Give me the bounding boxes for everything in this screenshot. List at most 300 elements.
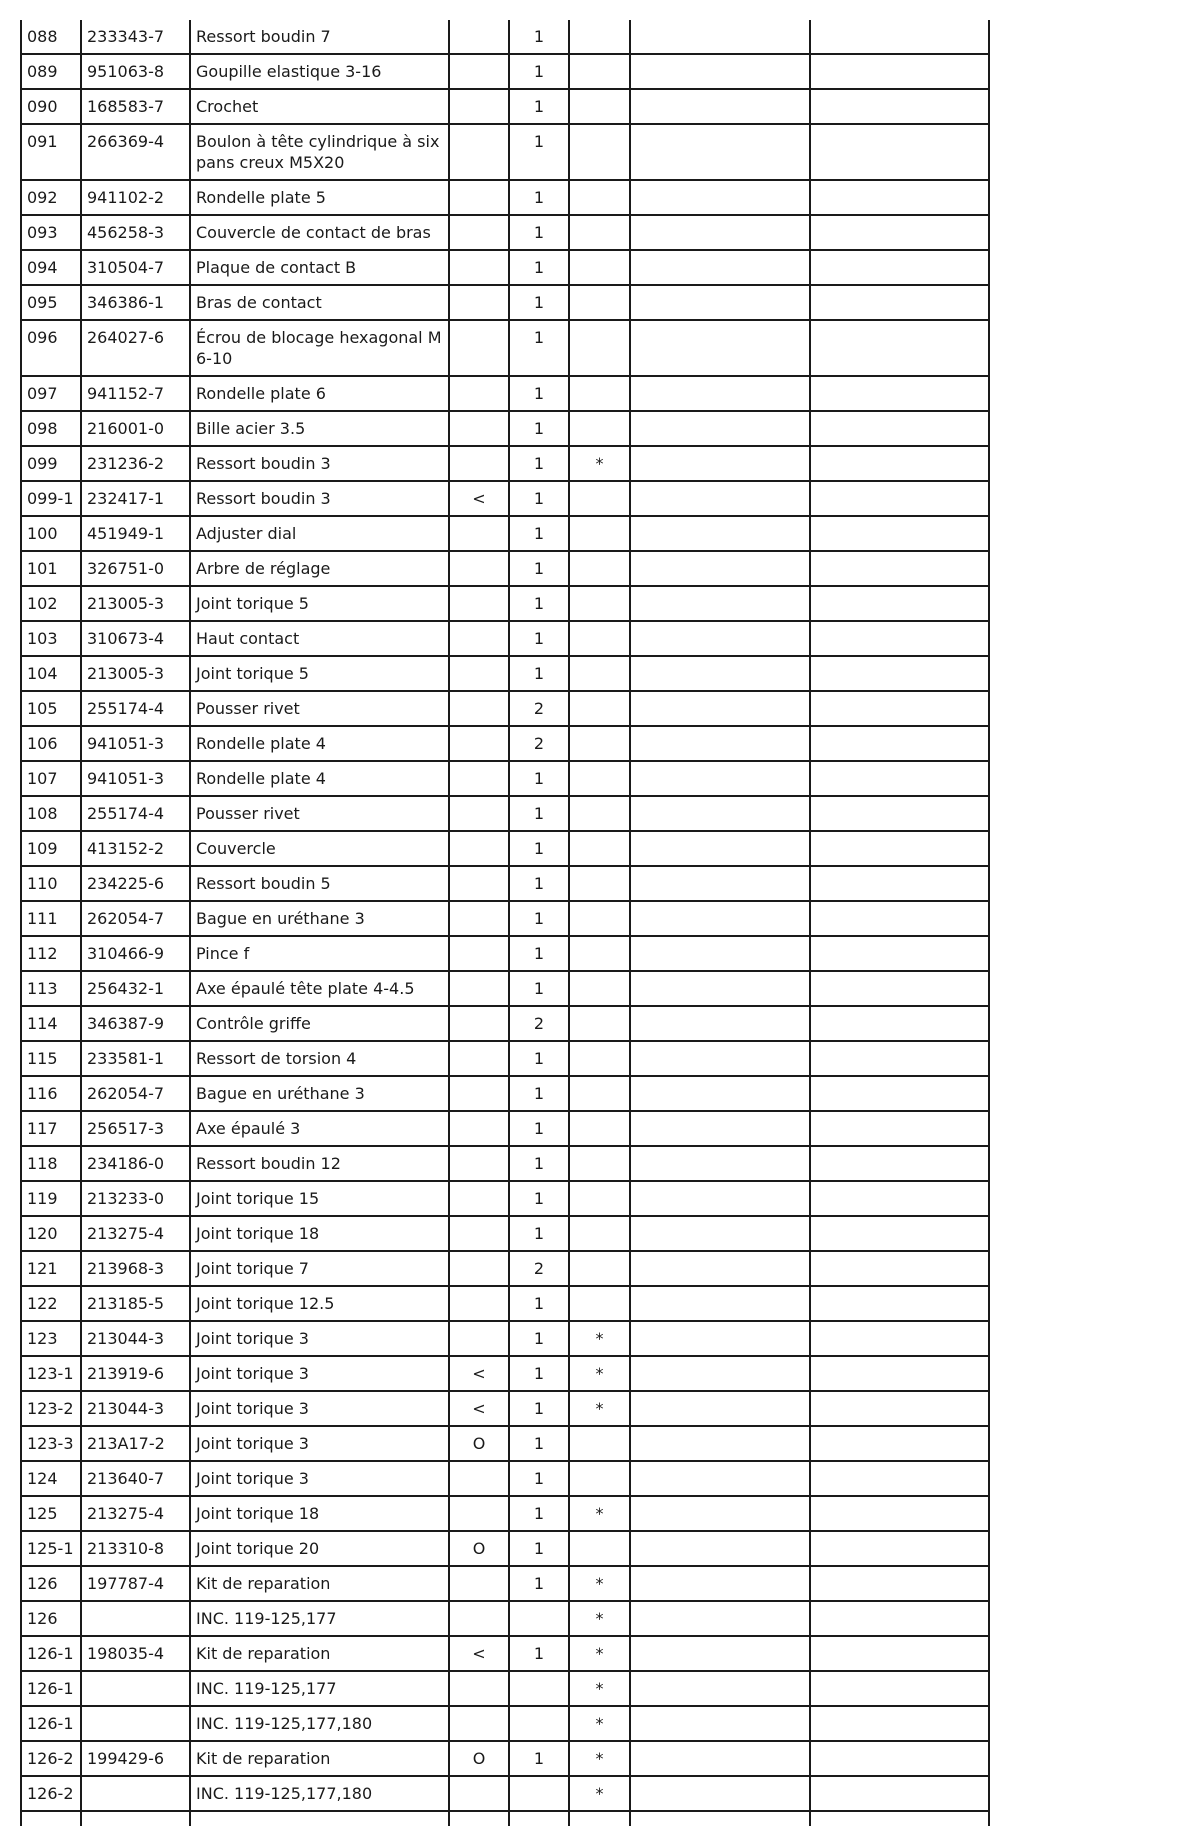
note-mark-cell: * <box>569 1321 630 1356</box>
quantity-cell: 1 <box>509 1741 569 1776</box>
description-cell: Axe épaulé tête plate 4-4.5 <box>190 971 449 1006</box>
table-row <box>21 180 989 215</box>
empty-cell <box>810 215 989 250</box>
ref-number-cell: 118 <box>21 1146 81 1181</box>
table-row <box>21 1356 989 1391</box>
quantity-cell: 1 <box>509 1356 569 1391</box>
empty-cell <box>630 656 810 691</box>
quantity-cell <box>509 1601 569 1636</box>
change-mark-cell <box>449 656 509 691</box>
empty-cell <box>810 250 989 285</box>
part-number-cell: 213275-4 <box>81 1496 190 1531</box>
empty-cell <box>810 1601 989 1636</box>
empty-cell <box>810 831 989 866</box>
part-number-cell: 213044-3 <box>81 1391 190 1426</box>
part-number-cell: 264027-6 <box>81 320 190 376</box>
empty-cell <box>810 320 989 376</box>
description-cell: Goupille elastique 3-16 <box>190 54 449 89</box>
empty-cell <box>630 1216 810 1251</box>
quantity-cell: 1 <box>509 1111 569 1146</box>
change-mark-cell: O <box>449 1426 509 1461</box>
ref-number-cell: 126-2 <box>21 1776 81 1811</box>
empty-cell <box>81 1811 190 1826</box>
change-mark-cell <box>449 1076 509 1111</box>
ref-number-cell: 113 <box>21 971 81 1006</box>
empty-cell <box>630 54 810 89</box>
empty-cell <box>810 1146 989 1181</box>
part-number-cell: 232417-1 <box>81 481 190 516</box>
ref-number-cell: 095 <box>21 285 81 320</box>
ref-number-cell: 091 <box>21 124 81 180</box>
empty-cell <box>449 1811 509 1826</box>
part-number-cell: 941152-7 <box>81 376 190 411</box>
ref-number-cell: 089 <box>21 54 81 89</box>
change-mark-cell <box>449 971 509 1006</box>
note-mark-cell <box>569 215 630 250</box>
empty-cell <box>630 1776 810 1811</box>
table-row <box>21 446 989 481</box>
table-row <box>21 411 989 446</box>
note-mark-cell: * <box>569 1671 630 1706</box>
note-mark-cell <box>569 621 630 656</box>
empty-cell <box>810 586 989 621</box>
description-cell: Joint torique 15 <box>190 1181 449 1216</box>
change-mark-cell <box>449 1321 509 1356</box>
empty-cell <box>810 761 989 796</box>
table-row <box>21 1181 989 1216</box>
ref-number-cell: 094 <box>21 250 81 285</box>
table-row <box>21 621 989 656</box>
note-mark-cell <box>569 320 630 376</box>
part-number-cell <box>81 1671 190 1706</box>
description-cell: Pince f <box>190 936 449 971</box>
empty-cell <box>810 20 989 54</box>
note-mark-cell <box>569 761 630 796</box>
ref-number-cell: 110 <box>21 866 81 901</box>
part-number-cell: 213044-3 <box>81 1321 190 1356</box>
empty-cell <box>810 1741 989 1776</box>
part-number-cell: 198035-4 <box>81 1636 190 1671</box>
empty-cell <box>810 1426 989 1461</box>
change-mark-cell <box>449 901 509 936</box>
empty-cell <box>630 1286 810 1321</box>
table-row <box>21 1461 989 1496</box>
table-row <box>21 54 989 89</box>
empty-cell <box>810 1006 989 1041</box>
empty-cell <box>630 1496 810 1531</box>
note-mark-cell <box>569 1251 630 1286</box>
note-mark-cell <box>569 89 630 124</box>
description-cell: Joint torique 7 <box>190 1251 449 1286</box>
table-row <box>21 516 989 551</box>
change-mark-cell <box>449 215 509 250</box>
empty-cell <box>630 1356 810 1391</box>
part-number-cell: 256517-3 <box>81 1111 190 1146</box>
empty-cell <box>630 726 810 761</box>
quantity-cell: 1 <box>509 320 569 376</box>
note-mark-cell <box>569 901 630 936</box>
part-number-cell: 941051-3 <box>81 761 190 796</box>
empty-cell <box>630 250 810 285</box>
change-mark-cell <box>449 250 509 285</box>
change-mark-cell: < <box>449 1356 509 1391</box>
quantity-cell: 1 <box>509 866 569 901</box>
change-mark-cell <box>449 20 509 54</box>
description-cell: Crochet <box>190 89 449 124</box>
table-row <box>21 656 989 691</box>
table-row-continued <box>21 1811 989 1826</box>
part-number-cell: 413152-2 <box>81 831 190 866</box>
table-row <box>21 1251 989 1286</box>
part-number-cell: 266369-4 <box>81 124 190 180</box>
note-mark-cell <box>569 551 630 586</box>
note-mark-cell: * <box>569 1706 630 1741</box>
table-row <box>21 936 989 971</box>
part-number-cell: 234186-0 <box>81 1146 190 1181</box>
quantity-cell: 1 <box>509 831 569 866</box>
change-mark-cell <box>449 411 509 446</box>
description-cell: Ressort boudin 3 <box>190 481 449 516</box>
note-mark-cell <box>569 20 630 54</box>
ref-number-cell: 126-1 <box>21 1706 81 1741</box>
description-cell: Joint torique 5 <box>190 656 449 691</box>
table-row <box>21 1286 989 1321</box>
empty-cell <box>630 180 810 215</box>
change-mark-cell <box>449 1566 509 1601</box>
empty-cell <box>630 1636 810 1671</box>
part-number-cell: 213275-4 <box>81 1216 190 1251</box>
quantity-cell: 2 <box>509 1006 569 1041</box>
table-row <box>21 1566 989 1601</box>
change-mark-cell <box>449 1601 509 1636</box>
description-cell: Couvercle <box>190 831 449 866</box>
quantity-cell: 1 <box>509 586 569 621</box>
empty-cell <box>630 1531 810 1566</box>
quantity-cell: 1 <box>509 656 569 691</box>
empty-cell <box>810 516 989 551</box>
ref-number-cell: 096 <box>21 320 81 376</box>
note-mark-cell <box>569 1286 630 1321</box>
empty-cell <box>630 901 810 936</box>
table-row <box>21 1776 989 1811</box>
empty-cell <box>810 726 989 761</box>
quantity-cell: 1 <box>509 376 569 411</box>
table-row <box>21 20 989 54</box>
empty-cell <box>810 1076 989 1111</box>
empty-cell <box>630 621 810 656</box>
change-mark-cell: O <box>449 1741 509 1776</box>
change-mark-cell <box>449 761 509 796</box>
quantity-cell: 1 <box>509 1076 569 1111</box>
ref-number-cell: 121 <box>21 1251 81 1286</box>
table-row <box>21 726 989 761</box>
ref-number-cell: 107 <box>21 761 81 796</box>
empty-cell <box>810 1356 989 1391</box>
part-number-cell: 233343-7 <box>81 20 190 54</box>
empty-cell <box>630 971 810 1006</box>
part-number-cell: 255174-4 <box>81 796 190 831</box>
change-mark-cell: < <box>449 1636 509 1671</box>
part-number-cell: 456258-3 <box>81 215 190 250</box>
table-row <box>21 1741 989 1776</box>
empty-cell <box>810 796 989 831</box>
note-mark-cell: * <box>569 1636 630 1671</box>
quantity-cell: 1 <box>509 551 569 586</box>
description-cell: Joint torique 12.5 <box>190 1286 449 1321</box>
table-row <box>21 1041 989 1076</box>
empty-cell <box>810 1706 989 1741</box>
part-number-cell: 262054-7 <box>81 1076 190 1111</box>
ref-number-cell: 124 <box>21 1461 81 1496</box>
change-mark-cell <box>449 1146 509 1181</box>
quantity-cell: 1 <box>509 1636 569 1671</box>
quantity-cell: 1 <box>509 796 569 831</box>
note-mark-cell: * <box>569 1496 630 1531</box>
change-mark-cell: < <box>449 1391 509 1426</box>
change-mark-cell <box>449 1286 509 1321</box>
empty-cell <box>630 831 810 866</box>
ref-number-cell: 126-1 <box>21 1671 81 1706</box>
change-mark-cell <box>449 796 509 831</box>
table-row <box>21 586 989 621</box>
note-mark-cell: * <box>569 1601 630 1636</box>
note-mark-cell <box>569 516 630 551</box>
table-row <box>21 551 989 586</box>
part-number-cell: 213233-0 <box>81 1181 190 1216</box>
note-mark-cell <box>569 1461 630 1496</box>
table-row <box>21 1601 989 1636</box>
table-row <box>21 866 989 901</box>
description-cell: Rondelle plate 5 <box>190 180 449 215</box>
table-row <box>21 1636 989 1671</box>
empty-cell <box>810 1811 989 1826</box>
empty-cell <box>630 796 810 831</box>
note-mark-cell <box>569 656 630 691</box>
ref-number-cell: 109 <box>21 831 81 866</box>
part-number-cell: 346386-1 <box>81 285 190 320</box>
quantity-cell: 2 <box>509 691 569 726</box>
empty-cell <box>810 1041 989 1076</box>
ref-number-cell: 097 <box>21 376 81 411</box>
part-number-cell: 199429-6 <box>81 1741 190 1776</box>
empty-cell <box>810 1181 989 1216</box>
description-cell: Boulon à tête cylindrique à six pans creux M5X20 <box>190 124 449 180</box>
empty-cell <box>630 691 810 726</box>
table-row <box>21 831 989 866</box>
table-row <box>21 1391 989 1426</box>
empty-cell <box>630 1391 810 1426</box>
part-number-cell: 262054-7 <box>81 901 190 936</box>
empty-cell <box>810 866 989 901</box>
change-mark-cell <box>449 89 509 124</box>
empty-cell <box>630 320 810 376</box>
empty-cell <box>630 411 810 446</box>
table-row <box>21 1671 989 1706</box>
change-mark-cell <box>449 1006 509 1041</box>
ref-number-cell: 115 <box>21 1041 81 1076</box>
description-cell: Ressort de torsion 4 <box>190 1041 449 1076</box>
ref-number-cell: 123-1 <box>21 1356 81 1391</box>
note-mark-cell <box>569 411 630 446</box>
part-number-cell: 310673-4 <box>81 621 190 656</box>
part-number-cell: 451949-1 <box>81 516 190 551</box>
table-row <box>21 376 989 411</box>
description-cell: Bague en uréthane 3 <box>190 901 449 936</box>
description-cell: Kit de reparation <box>190 1636 449 1671</box>
empty-cell <box>810 1286 989 1321</box>
quantity-cell: 1 <box>509 1286 569 1321</box>
table-row <box>21 285 989 320</box>
note-mark-cell: * <box>569 1566 630 1601</box>
table-row <box>21 1006 989 1041</box>
empty-cell <box>630 1741 810 1776</box>
ref-number-cell: 120 <box>21 1216 81 1251</box>
description-cell: Pousser rivet <box>190 691 449 726</box>
ref-number-cell: 108 <box>21 796 81 831</box>
description-cell: Couvercle de contact de bras <box>190 215 449 250</box>
empty-cell <box>810 446 989 481</box>
empty-cell <box>630 215 810 250</box>
quantity-cell: 1 <box>509 936 569 971</box>
part-number-cell: 255174-4 <box>81 691 190 726</box>
part-number-cell: 213919-6 <box>81 1356 190 1391</box>
table-row <box>21 1321 989 1356</box>
ref-number-cell: 099-1 <box>21 481 81 516</box>
description-cell: Ressort boudin 5 <box>190 866 449 901</box>
description-cell: INC. 119-125,177 <box>190 1601 449 1636</box>
part-number-cell <box>81 1601 190 1636</box>
part-number-cell: 234225-6 <box>81 866 190 901</box>
ref-number-cell: 103 <box>21 621 81 656</box>
empty-cell <box>190 1811 449 1826</box>
note-mark-cell: * <box>569 1391 630 1426</box>
part-number-cell: 951063-8 <box>81 54 190 89</box>
note-mark-cell <box>569 376 630 411</box>
empty-cell <box>810 1391 989 1426</box>
note-mark-cell <box>569 971 630 1006</box>
empty-cell <box>810 1461 989 1496</box>
empty-cell <box>630 481 810 516</box>
empty-cell <box>810 1531 989 1566</box>
empty-cell <box>810 285 989 320</box>
empty-cell <box>569 1811 630 1826</box>
empty-cell <box>810 1216 989 1251</box>
ref-number-cell: 098 <box>21 411 81 446</box>
ref-number-cell: 123 <box>21 1321 81 1356</box>
note-mark-cell: * <box>569 1356 630 1391</box>
empty-cell <box>630 1601 810 1636</box>
change-mark-cell <box>449 1216 509 1251</box>
note-mark-cell <box>569 726 630 761</box>
ref-number-cell: 101 <box>21 551 81 586</box>
quantity-cell: 1 <box>509 516 569 551</box>
description-cell: Rondelle plate 4 <box>190 761 449 796</box>
change-mark-cell <box>449 1461 509 1496</box>
part-number-cell: 197787-4 <box>81 1566 190 1601</box>
empty-cell <box>810 180 989 215</box>
ref-number-cell: 116 <box>21 1076 81 1111</box>
empty-cell <box>630 1321 810 1356</box>
ref-number-cell: 090 <box>21 89 81 124</box>
table-row <box>21 761 989 796</box>
ref-number-cell: 123-2 <box>21 1391 81 1426</box>
quantity-cell: 1 <box>509 180 569 215</box>
description-cell: Haut contact <box>190 621 449 656</box>
quantity-cell: 1 <box>509 215 569 250</box>
quantity-cell: 1 <box>509 761 569 796</box>
table-row <box>21 215 989 250</box>
note-mark-cell <box>569 1006 630 1041</box>
change-mark-cell <box>449 1671 509 1706</box>
quantity-cell: 2 <box>509 726 569 761</box>
description-cell: Joint torique 3 <box>190 1356 449 1391</box>
ref-number-cell: 125 <box>21 1496 81 1531</box>
ref-number-cell: 102 <box>21 586 81 621</box>
change-mark-cell <box>449 691 509 726</box>
note-mark-cell <box>569 250 630 285</box>
description-cell: Pousser rivet <box>190 796 449 831</box>
empty-cell <box>810 1566 989 1601</box>
quantity-cell: 1 <box>509 621 569 656</box>
quantity-cell: 1 <box>509 124 569 180</box>
note-mark-cell <box>569 1111 630 1146</box>
description-cell: Joint torique 20 <box>190 1531 449 1566</box>
ref-number-cell: 126 <box>21 1601 81 1636</box>
part-number-cell: 941051-3 <box>81 726 190 761</box>
ref-number-cell: 092 <box>21 180 81 215</box>
quantity-cell: 1 <box>509 1181 569 1216</box>
ref-number-cell: 099 <box>21 446 81 481</box>
description-cell: Axe épaulé 3 <box>190 1111 449 1146</box>
empty-cell <box>630 1111 810 1146</box>
change-mark-cell <box>449 1181 509 1216</box>
parts-table-body <box>21 20 989 1826</box>
table-row <box>21 1426 989 1461</box>
note-mark-cell <box>569 180 630 215</box>
empty-cell <box>630 1426 810 1461</box>
change-mark-cell <box>449 180 509 215</box>
description-cell: Bras de contact <box>190 285 449 320</box>
description-cell: Bague en uréthane 3 <box>190 1076 449 1111</box>
table-row <box>21 481 989 516</box>
note-mark-cell: * <box>569 446 630 481</box>
quantity-cell: 1 <box>509 1566 569 1601</box>
empty-cell <box>630 1006 810 1041</box>
change-mark-cell <box>449 1496 509 1531</box>
quantity-cell: 1 <box>509 481 569 516</box>
note-mark-cell <box>569 1426 630 1461</box>
empty-cell <box>630 1461 810 1496</box>
description-cell: Ressort boudin 12 <box>190 1146 449 1181</box>
part-number-cell <box>81 1776 190 1811</box>
table-row <box>21 89 989 124</box>
table-row <box>21 1531 989 1566</box>
note-mark-cell: * <box>569 1741 630 1776</box>
note-mark-cell <box>569 1181 630 1216</box>
note-mark-cell <box>569 1041 630 1076</box>
description-cell: Ressort boudin 3 <box>190 446 449 481</box>
empty-cell <box>810 1496 989 1531</box>
table-row <box>21 901 989 936</box>
description-cell: Rondelle plate 6 <box>190 376 449 411</box>
empty-cell <box>630 516 810 551</box>
note-mark-cell <box>569 866 630 901</box>
empty-cell <box>810 1636 989 1671</box>
empty-cell <box>630 89 810 124</box>
empty-cell <box>630 1181 810 1216</box>
empty-cell <box>810 376 989 411</box>
note-mark-cell: * <box>569 1776 630 1811</box>
